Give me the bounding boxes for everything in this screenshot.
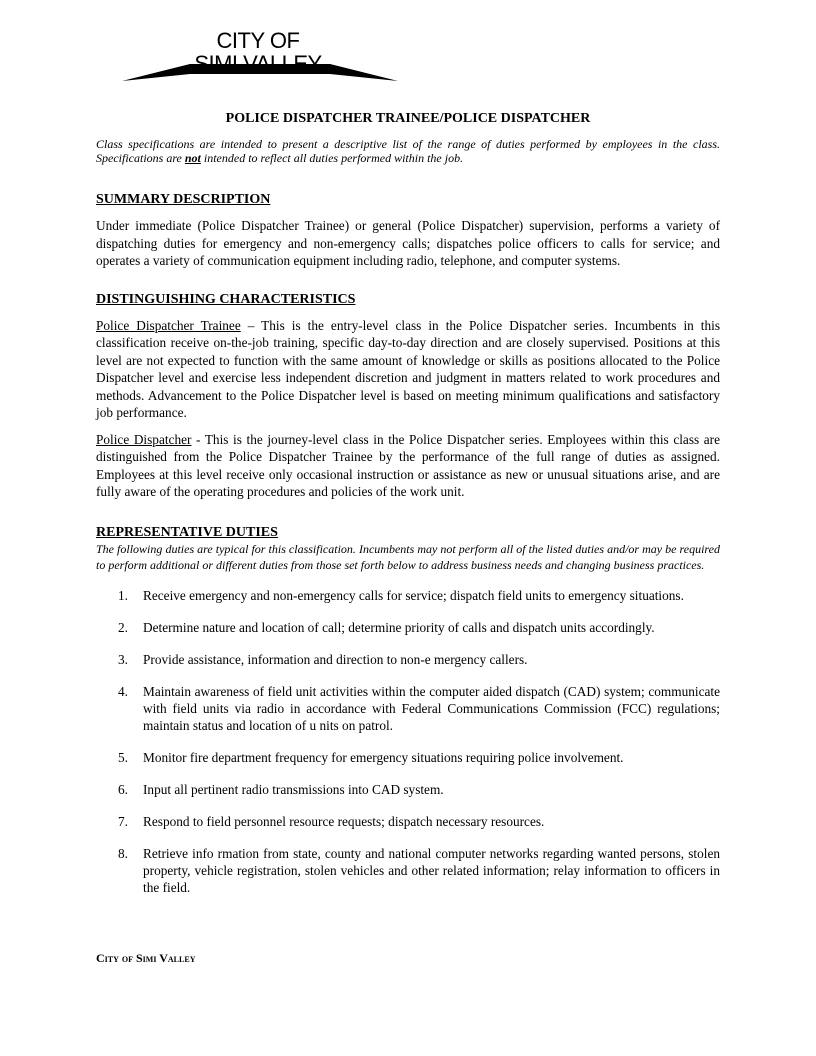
list-item-text: Provide assistance, information and direction to non-e mergency callers. xyxy=(143,651,528,667)
list-item-number: 7. xyxy=(118,813,128,829)
distinguishing-heading: DISTINGUISHING CHARACTERISTICS xyxy=(96,291,356,307)
list-item-number: 1. xyxy=(118,587,128,603)
duties-list xyxy=(96,587,720,896)
trainee-paragraph xyxy=(96,317,720,422)
intro-text-post: intended to reflect all duties performed within the job. xyxy=(200,151,464,165)
list-item-text: Respond to field personnel resource requests; dispatch necessary resources. xyxy=(143,813,545,829)
list-item-text: Maintain awareness of field unit activities within the computer aided dispatch (CAD) system; communicate with field units via radio in accordance with Federal Communications Commission (FCC) regulations; maintain status and location of u nits on patrol. xyxy=(143,683,720,733)
summary-text: Under immediate (Police Dispatcher Trainee) or general (Police Dispatcher) supervision, performs a variety of dispatching duties for emergency and non-emergency calls; dispatches police officers to calls for service; and operates a variety of communication equipment including radio, telephone, and computer systems. xyxy=(96,218,720,268)
list-item-number: 3. xyxy=(118,651,128,667)
list-item xyxy=(96,845,720,896)
page-title: POLICE DISPATCHER TRAINEE/POLICE DISPATCHER xyxy=(225,111,591,126)
duties-note: The following duties are typical for this classification. Incumbents may not perform all of the listed duties and/or may be required to perform additional or different duties from those set forth below to address business needs and changing business practices. xyxy=(96,541,720,572)
logo-line-2: SIMI VALLEY xyxy=(194,51,322,76)
footer-city-name: City of Simi Valley xyxy=(96,951,196,965)
list-item-number: 4. xyxy=(118,683,128,699)
duties-heading: REPRESENTATIVE DUTIES xyxy=(96,524,278,540)
document-body xyxy=(96,111,720,896)
list-item-text: Monitor fire department frequency for emergency situations requiring police involvement. xyxy=(143,749,624,765)
city-logo xyxy=(120,28,400,88)
list-item xyxy=(96,651,720,668)
dispatcher-label: Police Dispatcher xyxy=(96,431,192,447)
list-item xyxy=(96,683,720,734)
list-item-text: Receive emergency and non-emergency calls for service; dispatch field units to emergency situations. xyxy=(143,587,684,603)
dispatcher-paragraph xyxy=(96,431,720,501)
list-item-number: 8. xyxy=(118,845,128,861)
list-item-number: 2. xyxy=(118,619,128,635)
list-item-text: Input all pertinent radio transmissions into CAD system. xyxy=(143,781,444,797)
list-item xyxy=(96,619,720,636)
intro-text-pre: Class specifications are intended to present a descriptive list of the range of duties performed by employees in the class. Specifications are xyxy=(96,137,720,165)
list-item xyxy=(96,749,720,766)
list-item-text: Retrieve info rmation from state, county and national computer networks regarding wanted persons, stolen property, vehicle registration, stolen vehicles and other related information; relay information to officers in the field. xyxy=(143,845,720,895)
list-item-number: 5. xyxy=(118,749,128,765)
trainee-label: Police Dispatcher Trainee xyxy=(96,317,241,333)
intro-disclaimer xyxy=(96,137,720,165)
list-item xyxy=(96,813,720,830)
list-item xyxy=(96,587,720,604)
list-item-text: Determine nature and location of call; determine priority of calls and dispatch units accordingly. xyxy=(143,619,655,635)
dispatcher-text: - This is the journey-level class in the Police Dispatcher series. Employees within this class are distinguished from the Police Dispatcher Trainee by the performance of the full range of duties as assigned. Employees at this level receive only occasional instruction or assistance as new or unusual situations arise, and are fully aware of the operating procedures and policies of the work unit. xyxy=(96,431,720,499)
intro-emphasis: not xyxy=(184,151,201,165)
summary-heading: SUMMARY DESCRIPTION xyxy=(96,192,271,207)
trainee-text: – This is the entry-level class in the Police Dispatcher series. Incumbents in this classification receive on-the-job training, specific day-to-day direction and are closely supervised. Positions at this level are not expected to function with the same amount of knowledge or skills as positions allocated to the Police Dispatcher level and exercise less independent discretion and judgment in matters related to work procedures and methods. Advancement to the Police Dispatcher level is based on meeting minimum qualifications and satisfactory job performance. xyxy=(96,317,720,420)
list-item xyxy=(96,781,720,798)
list-item-number: 6. xyxy=(118,781,128,797)
logo-line-1: CITY OF xyxy=(216,28,300,53)
